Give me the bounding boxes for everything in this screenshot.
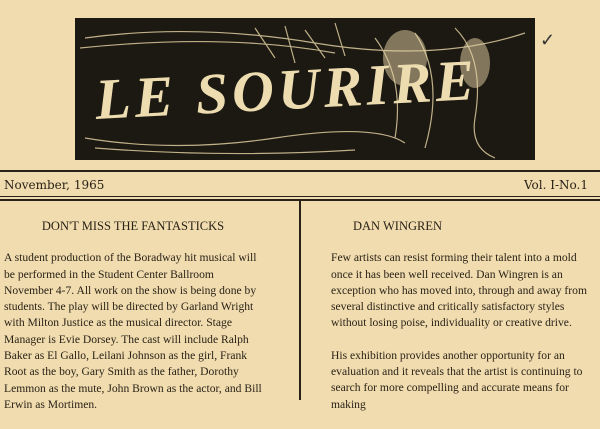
article-title: DAN WINGREN bbox=[353, 219, 442, 233]
masthead-woodcut bbox=[75, 18, 535, 160]
right-article bbox=[331, 218, 593, 429]
issue-date: November, 1965 bbox=[4, 178, 105, 192]
volume-number: Vol. I-No.1 bbox=[523, 178, 588, 192]
check-mark: ✓ bbox=[540, 30, 556, 51]
divider bbox=[0, 196, 600, 197]
article-body: A student production of the Boradway hit musical will be performed in the Student Center Ballroom November 4-7. All work on the show is being done by students. The play will be directed by Garland Wright with Milton Justice as the musical director. Stage Manager is Evie Dorsey. The cast will include Ralph Baker as El Gallo, Leilani Johnson as the girl, Frank Root as the boy, Gary Smith as the father, Dorothy Lemmon as the mute, John Brown as the actor, and Bill Erwin as Mortimen. bbox=[4, 251, 262, 411]
article-title: DON'T MISS THE FANTASTICKS bbox=[41, 219, 225, 233]
article-paragraph: His exhibition provides another opportunity for an evaluation and it reveals that the artist is continuing to search for more compelling and accurate means for making bbox=[331, 348, 583, 411]
masthead-logo: LE SOURIRE bbox=[93, 47, 480, 132]
divider bbox=[0, 170, 600, 172]
column-divider bbox=[299, 200, 301, 400]
left-article bbox=[4, 218, 262, 429]
article-paragraph: Few artists can resist forming their talent into a mold once it has been well received. Dan Wingren is an exception who has moved into, through and away from several distinctive and critically satisfactory styles without losing poise, individuality or creative drive. bbox=[331, 251, 587, 330]
